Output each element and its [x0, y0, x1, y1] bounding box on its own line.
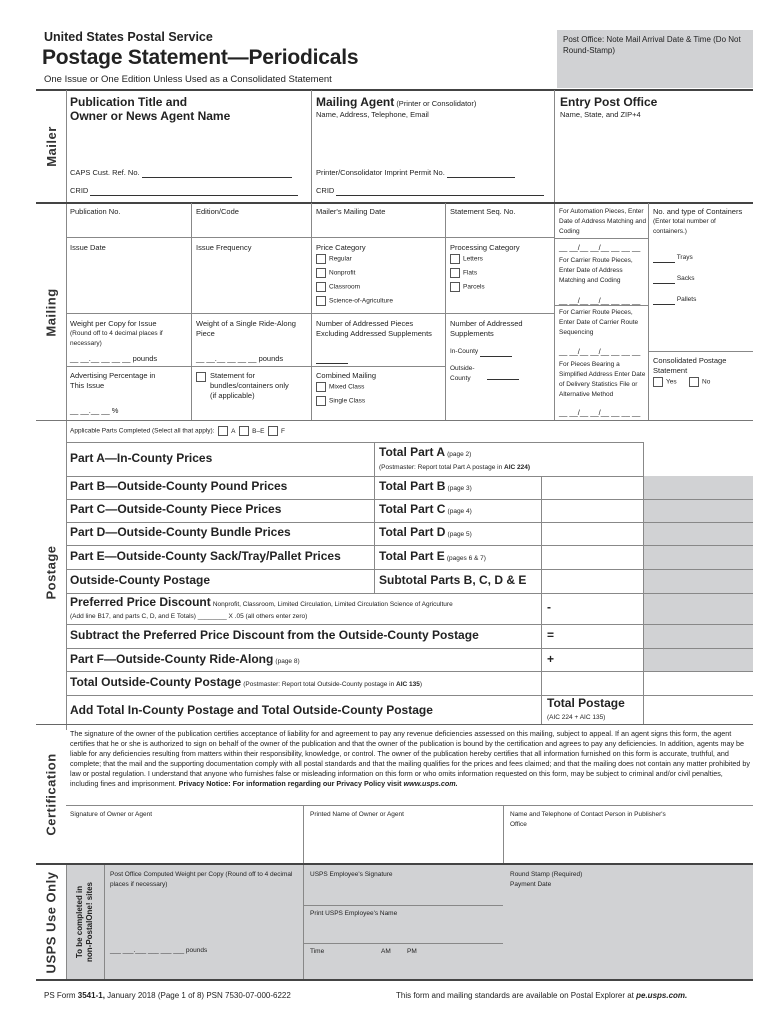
imprint-field[interactable]: Printer/Consolidator Imprint Permit No. — [316, 168, 552, 178]
total-part-a-input[interactable] — [644, 443, 753, 475]
divider — [36, 202, 753, 204]
employee-signature-field[interactable]: USPS Employee's Signature — [310, 871, 393, 878]
consolidated-no-checkbox[interactable]: No — [689, 377, 710, 388]
price-regular-checkbox[interactable]: Regular — [316, 254, 352, 265]
checkbox[interactable] — [450, 254, 460, 264]
rail-mailer: Mailer — [43, 125, 59, 167]
arrival-stamp-box[interactable] — [557, 30, 753, 88]
form-subtitle: One Issue or One Edition Unless Used as a Consolidated Statement — [44, 74, 332, 85]
owner-signature-field[interactable]: Signature of Owner or Agent — [70, 811, 153, 818]
checkbox[interactable] — [316, 396, 326, 406]
rail-postage: Postage — [43, 545, 59, 600]
adv-pct-label: Advertising Percentage in This Issue — [70, 371, 156, 390]
simplified-label: For Pieces Bearing a Simplified Address Enter Date of Delivery Statistics File or Alternative Method — [559, 361, 646, 398]
edition-field[interactable]: Edition/Code — [196, 207, 239, 216]
total-oc-label: Total Outside-County Postage (Postmaster: Report total Outside-County postage in AIC 135) — [70, 675, 423, 689]
consolidated-label: Consolidated Postage Statement — [653, 356, 727, 375]
proc-letters-checkbox[interactable]: Letters — [450, 254, 483, 265]
total-postage-note: (AIC 224 + AIC 135) — [547, 714, 606, 721]
adv-pct-field[interactable]: __ __.__ __ % — [70, 406, 119, 415]
checkbox[interactable] — [316, 268, 326, 278]
pm-option[interactable]: PM — [407, 948, 417, 955]
checkbox[interactable] — [316, 254, 326, 264]
ppd-input[interactable]: - — [547, 600, 551, 614]
add-total-label: Add Total In-County Postage and Total Outside-County Postage — [70, 703, 433, 717]
entry-po-sub: Name, State, and ZIP+4 — [560, 110, 641, 119]
price-nonprofit-checkbox[interactable]: Nonprofit — [316, 268, 355, 279]
pub-no-field[interactable]: Publication No. — [70, 207, 121, 216]
part-be-checkbox[interactable]: B–E — [239, 428, 264, 435]
po-weight-field[interactable]: ___ ___.___ ___ ___ ___ pounds — [110, 947, 208, 954]
part-e-label: Part E—Outside-County Sack/Tray/Pallet Prices — [70, 549, 341, 563]
total-part-d-label: Total Part D (page 5) — [379, 525, 472, 539]
combined-label: Combined Mailing — [316, 371, 377, 380]
pe-usps-link[interactable]: pe.usps.com. — [636, 991, 688, 1000]
pallets-field[interactable]: Pallets — [653, 295, 696, 305]
mailing-agent-label: Mailing Agent (Printer or Consolidator) — [316, 95, 477, 109]
addr-pieces-label: Number of Addressed Pieces Excluding Addressed Supplements — [316, 319, 432, 338]
printed-name-field[interactable]: Printed Name of Owner or Agent — [310, 811, 404, 818]
caps-field[interactable]: CAPS Cust. Ref. No. — [70, 168, 306, 178]
addr-pieces-field[interactable] — [316, 354, 348, 364]
total-part-e-input[interactable] — [542, 546, 643, 569]
non-postalone-label: To be completed in non-PostalOne! sites — [75, 881, 95, 963]
subtract-label: Subtract the Preferred Price Discount from the Outside-County Postage — [70, 628, 479, 642]
part-c-label: Part C—Outside-County Piece Prices — [70, 502, 282, 516]
part-d-label: Part D—Outside-County Bundle Prices — [70, 525, 291, 539]
checkbox[interactable] — [689, 377, 699, 387]
divider — [36, 420, 753, 421]
time-field[interactable]: Time — [310, 948, 325, 955]
seq-no-field[interactable]: Statement Seq. No. — [450, 207, 516, 216]
cr-seq-label: For Carrier Route Pieces, Enter Date of Carrier Route Sequencing — [559, 309, 639, 336]
certification-text: The signature of the owner of the publication certifies acceptance of liability for and agreement to pay any revenue deficiencies assessed on this mailing, subject to appeal. If an agent signs this form, the agent certifies that he or she is authorized to sign on behalf of the owner of the publication and that the owner of the publication is bound by the certification and agrees to pay any deficiencies. In addition, agents may be liable for any deficiencies resulting from matters within their responsibility, knowledge, or control. The owner of the publication hereby certifies that all information furnished on this form is accurate, truthful, and complete; that the mail and the supporting documentation comply with all postal standards and that the mailing qualifies for the prices and fees claimed; and that the mailing does not contain any matter prohibited by law or postal regulation. I understand that anyone who furnishes false or misleading information on this form or who omits information requested on this form, may be subject to criminal and/or civil penalties, including fines and imprisonment. Privacy Notice: For information regarding our Privacy Policy visit www.usps.com. — [70, 729, 751, 788]
rail-mailing: Mailing — [43, 287, 59, 337]
agent-crid-field[interactable]: CRID — [316, 186, 552, 196]
contact-field[interactable]: Name and Telephone of Contact Person in Publisher's Office — [510, 811, 666, 828]
checkbox[interactable] — [653, 377, 663, 387]
part-a-label: Part A—In-County Prices — [70, 451, 213, 465]
checkbox[interactable] — [450, 268, 460, 278]
footer-link-text: This form and mailing standards are available on Postal Explorer at pe.usps.com. — [396, 991, 688, 1000]
outside-county-postage-label: Outside-County Postage — [70, 573, 211, 587]
checkbox[interactable] — [450, 282, 460, 292]
total-part-c-label: Total Part C (page 4) — [379, 502, 472, 516]
in-county-field[interactable]: In-County — [450, 347, 512, 357]
checkbox[interactable] — [316, 382, 326, 392]
proc-parcels-checkbox[interactable]: Parcels — [450, 282, 485, 293]
total-part-c-input[interactable] — [542, 500, 643, 522]
round-stamp-label[interactable]: Round Stamp (Required) Payment Date — [510, 871, 583, 888]
price-science-checkbox[interactable]: Science-of-Agriculture — [316, 296, 393, 307]
po-weight-label: Post Office Computed Weight per Copy (Round off to 4 decimal places if necessary) — [110, 871, 293, 888]
sacks-field[interactable]: Sacks — [653, 274, 695, 284]
auto-date-field[interactable]: __ __/__ __/__ __ __ __ — [559, 243, 641, 252]
total-postage-input[interactable] — [644, 696, 753, 724]
employee-name-field[interactable]: Print USPS Employee's Name — [310, 910, 398, 917]
containers-label: No. and type of Containers (Enter total number of containers.) — [653, 207, 743, 235]
divider — [36, 89, 753, 91]
trays-field[interactable]: Trays — [653, 253, 693, 263]
divider — [36, 979, 753, 981]
weight-ride-field[interactable]: __ __.__ __ __ __ pounds — [196, 354, 284, 363]
form-title: Postage Statement—Periodicals — [42, 46, 359, 69]
checkbox[interactable] — [316, 282, 326, 292]
simplified-field[interactable]: __ __/__ __/__ __ __ __ — [559, 408, 641, 417]
weight-copy-field[interactable]: __ __.__ __ __ __ pounds — [70, 354, 158, 363]
part-a-checkbox[interactable]: A — [218, 428, 235, 435]
part-f-checkbox[interactable]: F — [268, 428, 285, 435]
weight-ride-label: Weight of a Single Ride-Along Piece — [196, 319, 296, 338]
ppd-calc[interactable]: (Add line B17, and parts C, D, and E Totals) ________ X .05 (all others enter zero) — [70, 613, 308, 620]
subtotal-label: Subtotal Parts B, C, D & E — [379, 573, 527, 587]
weight-copy-label: Weight per Copy for Issue (Round off to 4 decimal places if necessary) — [70, 319, 163, 347]
total-part-b-input[interactable] — [542, 477, 643, 499]
pub-title-label: Publication Title and Owner or News Agent Name — [70, 95, 231, 123]
mail-date-field[interactable]: Mailer's Mailing Date — [316, 207, 386, 216]
consolidated-yes-checkbox[interactable]: Yes — [653, 377, 677, 388]
proc-flats-checkbox[interactable]: Flats — [450, 268, 477, 279]
total-part-d-input[interactable] — [542, 523, 643, 545]
part-f-input[interactable]: + — [547, 652, 555, 666]
checkbox[interactable] — [196, 372, 206, 382]
agent-sub: Name, Address, Telephone, Email — [316, 110, 429, 119]
cr-date-field[interactable]: __ __/__ __/__ __ __ __ — [559, 296, 641, 305]
entry-po-label: Entry Post Office — [560, 95, 658, 109]
part-f-label: Part F—Outside-County Ride-Along (page 8) — [70, 652, 300, 666]
checkbox[interactable] — [316, 296, 326, 306]
am-option[interactable]: AM — [381, 948, 391, 955]
issue-freq-field[interactable]: Issue Frequency — [196, 243, 252, 252]
rail-certification: Certification — [43, 752, 59, 836]
divider — [36, 724, 753, 725]
cr-date-label: For Carrier Route Pieces, Enter Date of Address Matching and Coding — [559, 257, 633, 284]
org-name: United States Postal Service — [44, 30, 213, 44]
stamp-note: Post Office: Note Mail Arrival Date & Time (Do Not Round-Stamp) — [563, 35, 741, 55]
total-part-a-label: Total Part A (page 2) — [379, 445, 472, 459]
part-b-label: Part B—Outside-County Pound Prices — [70, 479, 288, 493]
rail-usps: USPS Use Only — [43, 871, 59, 973]
mixed-class-checkbox[interactable]: Mixed Class — [316, 382, 364, 393]
outside-county-field[interactable]: Outside-County — [450, 365, 475, 382]
total-oc-input[interactable] — [542, 672, 643, 695]
processing-category-label: Processing Category — [450, 243, 520, 252]
price-category-label: Price Category — [316, 243, 366, 252]
ppd-label: Preferred Price Discount Nonprofit, Classroom, Limited Circulation, Limited Circulation Science of Agriculture — [70, 595, 453, 609]
total-postage-label: Total Postage — [547, 696, 625, 710]
form-number: PS Form 3541-1, January 2018 (Page 1 of 8) PSN 7530-07-000-6222 — [44, 991, 291, 1000]
addr-supp-label: Number of Addressed Supplements — [450, 319, 523, 338]
bundles-checkbox[interactable]: Statement for bundles/containers only (if applicable) — [196, 371, 290, 401]
applicable-parts: Applicable Parts Completed (Select all that apply): A B–E F — [70, 427, 286, 435]
issue-date-field[interactable]: Issue Date — [70, 243, 106, 252]
cr-seq-field[interactable]: __ __/__ __/__ __ __ __ — [559, 347, 641, 356]
total-part-a-note: (Postmaster: Report total Part A postage in AIC 224) — [379, 464, 531, 471]
crid-field[interactable]: CRID — [70, 186, 306, 196]
auto-date-label: For Automation Pieces, Enter Date of Address Matching and Coding — [559, 208, 647, 235]
single-class-checkbox[interactable]: Single Class — [316, 396, 365, 407]
total-part-b-label: Total Part B (page 3) — [379, 479, 472, 493]
subtract-input[interactable]: = — [547, 628, 555, 642]
rail-divider — [66, 90, 67, 730]
price-classroom-checkbox[interactable]: Classroom — [316, 282, 360, 293]
subtotal-input[interactable] — [542, 570, 643, 593]
total-part-e-label: Total Part E (pages 6 & 7) — [379, 549, 486, 563]
